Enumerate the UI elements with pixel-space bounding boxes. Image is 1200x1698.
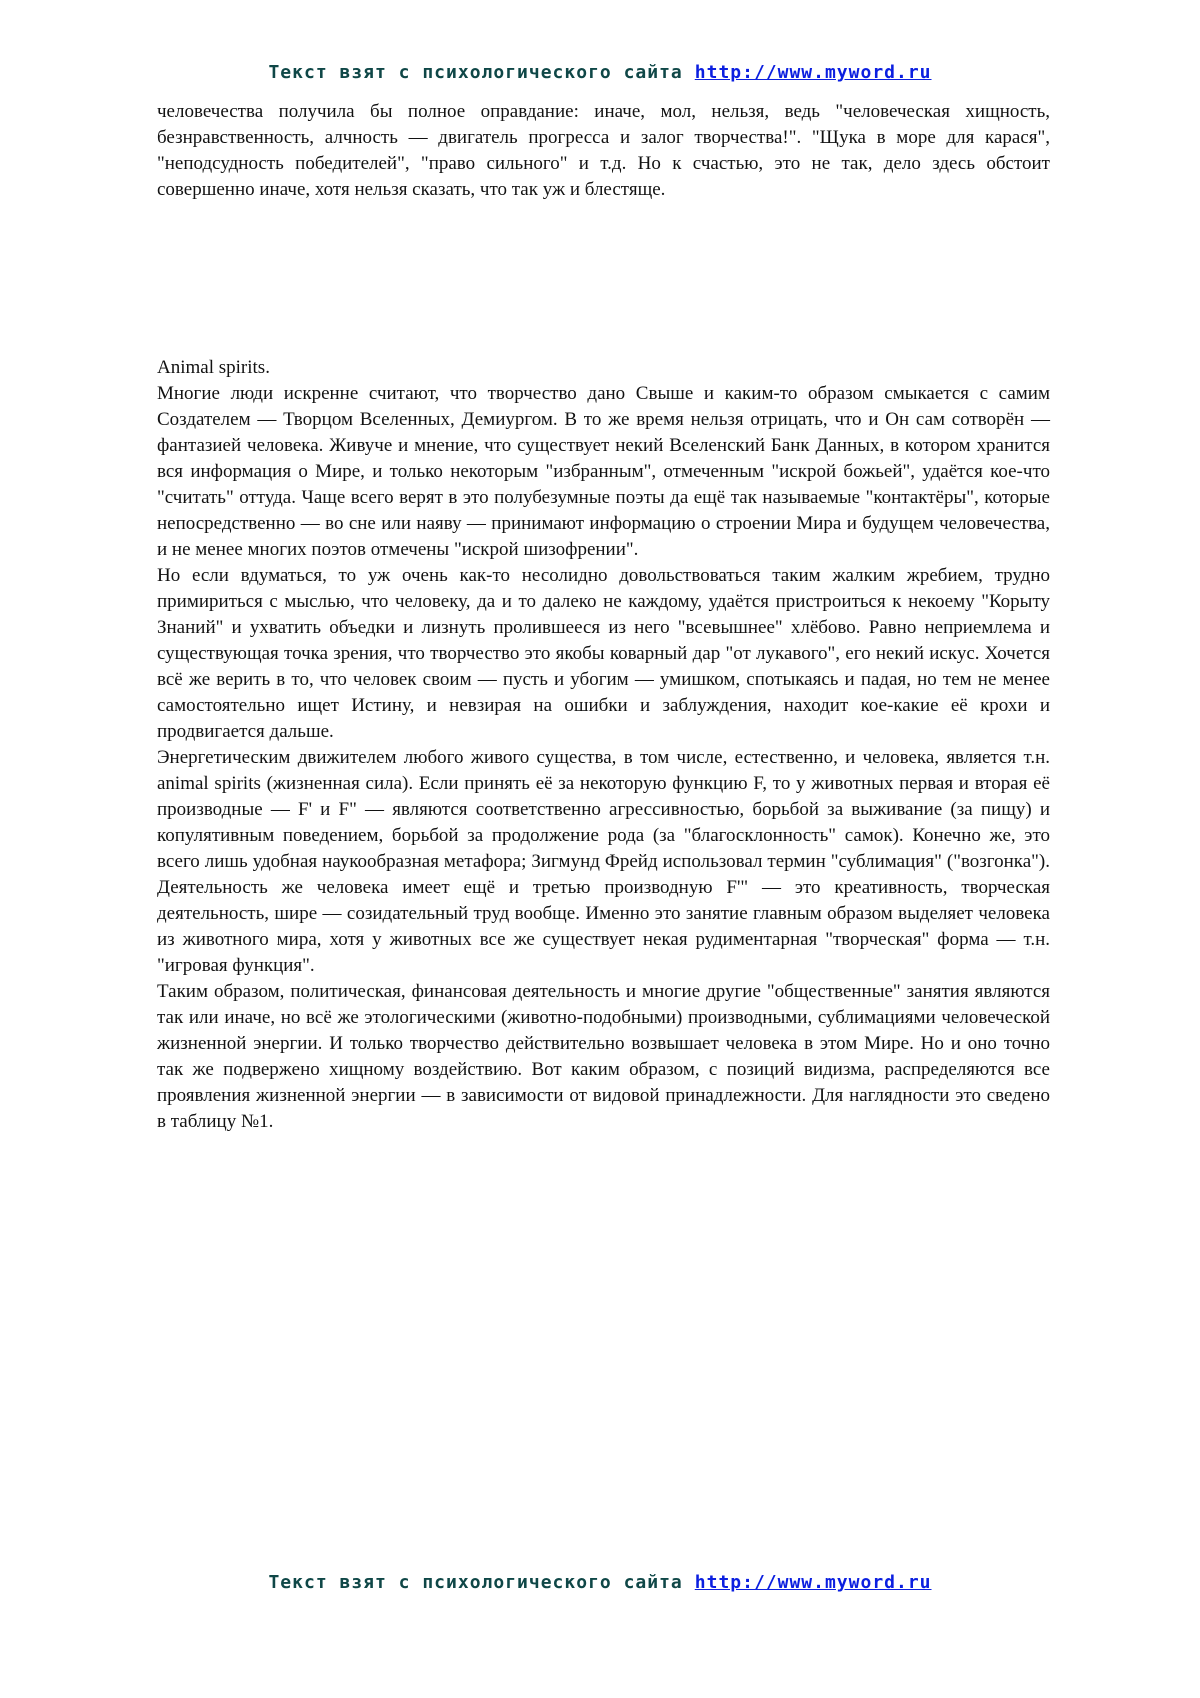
site-note-footer (0, 1572, 1200, 1593)
site-note-header (0, 62, 1200, 83)
paragraph: Но если вдуматься, то уж очень как-то несолидно довольствоваться таким жалким жребием, трудно примириться с мыслью, что человеку, да и то далеко не каждому, удаётся пристроиться к некоему "Корыту Знаний" и ухватить объедки и лизнуть пролившееся из него "всевышнее" хлёбово. Равно неприемлема и существующая точка зрения, что творчество это якобы коварный дар "от лукавого", его некий искус. Хочется всё же верить в то, что человек своим — пусть и убогим — умишком, спотыкаясь и падая, но тем не менее самостоятельно ищет Истину, и невзирая на ошибки и заблуждения, находит кое-какие её крохи и продвигается дальше. (157, 565, 1050, 742)
paragraph: Энергетическим движителем любого живого существа, в том числе, естественно, и человека, является т.н. animal spirits (жизненная сила). Если принять её за некоторую функцию F, то у животных первая и вторая её производные — F' и F" — являются соответственно агрессивностью, борьбой за выживание (за пищу) и копулятивным поведением, борьбой за продолжение рода (за "благосклонность" самок). Конечно же, это всего лишь удобная наукообразная метафора; Зигмунд Фрейд использовал термин "сублимация" ("возгонка"). Деятельность же человека имеет ещё и третью производную F'" — это креативность, творческая деятельность, шире — созидательный труд вообще. Именно это занятие главным образом выделяет человека из животного мира, хотя у животных все же существует некая рудиментарная "творческая" форма — т.н. "игровая функция". (157, 747, 1050, 976)
site-note-label: Текст взят с психологического сайта (268, 62, 683, 83)
paragraph: Таким образом, политическая, финансовая деятельность и многие другие "общественные" занятия являются так или иначе, но всё же этологическими (животно-подобными) производными, сублимациями человеческой жизненной энергии. И только творчество действительно возвышает человека в этом Мире. Но и оно точно так же подвержено хищному воздействию. Вот каким образом, с позиций видизма, распределяются все проявления жизненной энергии — в зависимости от видовой принадлежности. Для наглядности это сведено в таблицу №1. (157, 981, 1050, 1132)
section-heading-animal-spirits: Animal spirits. (157, 357, 270, 378)
page-body-text (157, 99, 1050, 1135)
paragraph-continuation: человечества получила бы полное оправдание: иначе, мол, нельзя, ведь "человеческая хищность, безнравственность, алчность — двигатель прогресса и залог творчества!". "Щука в море для карася", "неподсудность победителей", "право сильного" и т.д. Но к счастью, это не так, дело здесь обстоит совершенно иначе, хотя нельзя сказать, что так уж и блестяще. (157, 101, 1050, 200)
paragraph: Многие люди искренне считают, что творчество дано Свыше и каким-то образом смыкается с самим Создателем — Творцом Вселенных, Демиургом. В то же время нельзя отрицать, что и Он сам сотворён — фантазией человека. Живуче и мнение, что существует некий Вселенский Банк Данных, в котором хранится вся информация о Мире, и только некоторым "избранным", отмеченным "искрой божьей", удаётся кое-что "считать" оттуда. Чаще всего верят в это полубезумные поэты да ещё так называемые "контактёры", которые непосредственно — во сне или наяву — принимают информацию о строении Мира и будущем человечества, и не менее многих поэтов отмечены "искрой шизофрении". (157, 383, 1050, 560)
site-url-link[interactable]: http://www.myword.ru (694, 62, 932, 83)
site-note-label: Текст взят с психологического сайта (268, 1572, 683, 1593)
site-url-link[interactable]: http://www.myword.ru (694, 1572, 932, 1593)
